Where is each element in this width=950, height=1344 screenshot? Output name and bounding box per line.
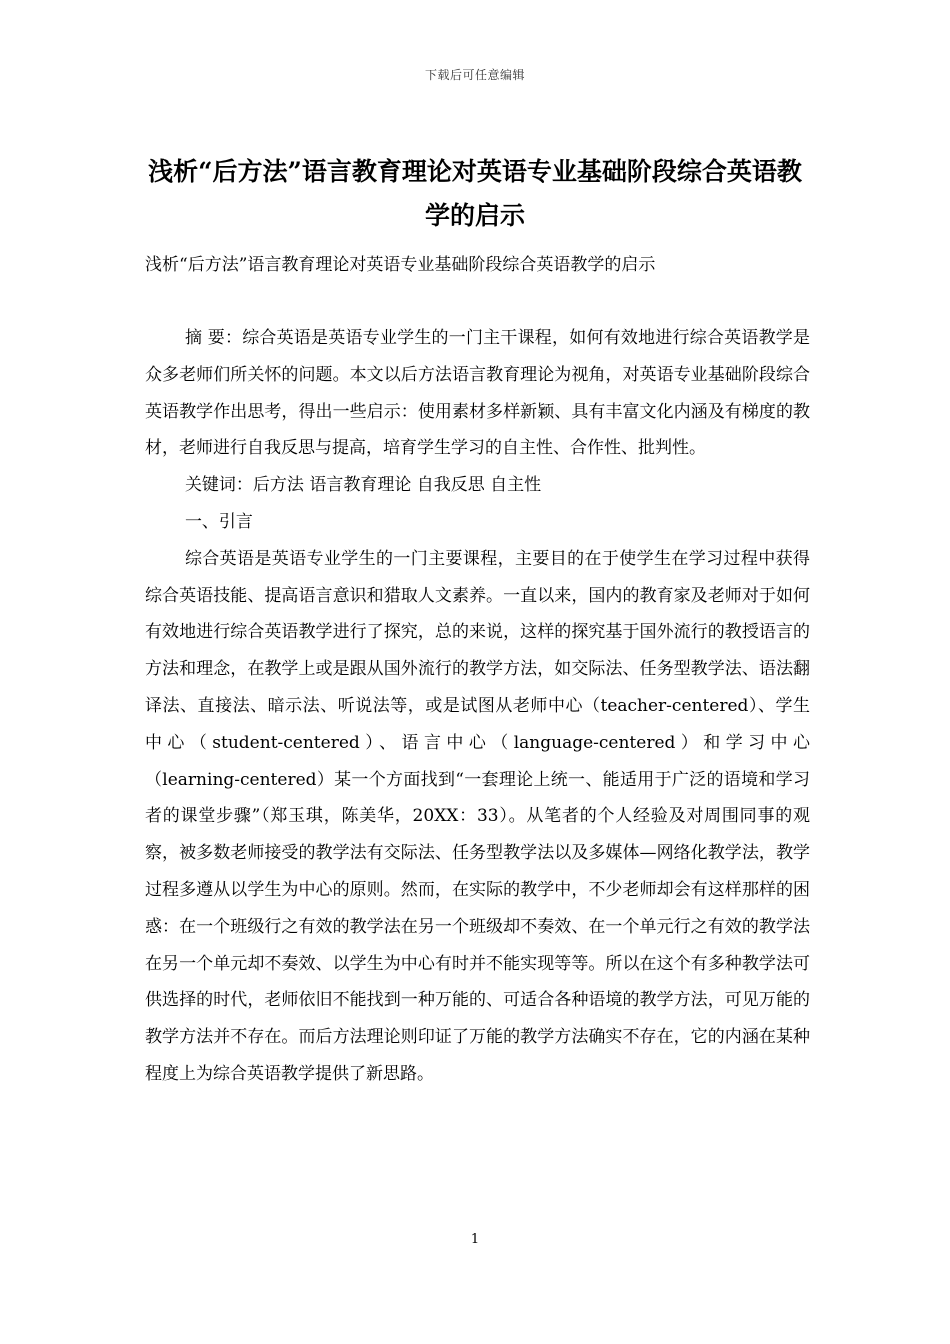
document-body: [145, 320, 810, 1093]
intro-paragraph: 综合英语是英语专业学生的一门主要课程，主要目的在于使学生在学习过程中获得综合英语技能、提高语言意识和猎取人文素养。一直以来，国内的教育家及老师对于如何有效地进行综合英语教学进行了探究，总的来说，这样的探究基于国外流行的教授语言的方法和理念，在教学上或是跟从国外流行的教学方法，如交际法、任务型教学法、语法翻译法、直接法、暗示法、听说法等，或是试图从老师中心（teacher-centered）、学生中心（student-centered）、语言中心（language-centered）和学习中心（learning-centered）某一个方面找到“一套理论上统一、能适用于广泛的语境和学习者的课堂步骤”（郑玉琪，陈美华，20XX：33）。从笔者的个人经验及对周围同事的观察，被多数老师接受的教学法有交际法、任务型教学法以及多媒体—网络化教学法，教学过程多遵从以学生为中心的原则。然而，在实际的教学中，不少老师却会有这样那样的困惑：在一个班级行之有效的教学法在另一个班级却不奏效、在一个单元行之有效的教学法在另一个单元却不奏效、以学生为中心有时并不能实现等等。所以在这个有多种教学法可供选择的时代，老师依旧不能找到一种万能的、可适合各种语境的教学方法，可见万能的教学方法并不存在。而后方法理论则印证了万能的教学方法确实不存在，它的内涵在某种程度上为综合英语教学提供了新思路。: [145, 548, 810, 1084]
keywords-line: 关键词：后方法 语言教育理论 自我反思 自主性: [184, 475, 542, 496]
document-subtitle: 浅析“后方法”语言教育理论对英语专业基础阶段综合英语教学的启示: [145, 255, 656, 275]
abstract-paragraph: 摘 要：综合英语是英语专业学生的一门主干课程，如何有效地进行综合英语教学是众多老师们所关怀的问题。本文以后方法语言教育理论为视角，对英语专业基础阶段综合英语教学作出思考，得出一些启示：使用素材多样新颖、具有丰富文化内涵及有梯度的教材，老师进行自我反思与提高，培育学生学习的自主性、合作性、批判性。: [145, 328, 810, 459]
page-number: 1: [470, 1232, 480, 1247]
document-title: 浅析“后方法”语言教育理论对英语专业基础阶段综合英语教学的启示: [148, 157, 802, 230]
section-heading: 一、引言: [184, 511, 253, 532]
header-note: 下载后可任意编辑: [424, 68, 525, 82]
